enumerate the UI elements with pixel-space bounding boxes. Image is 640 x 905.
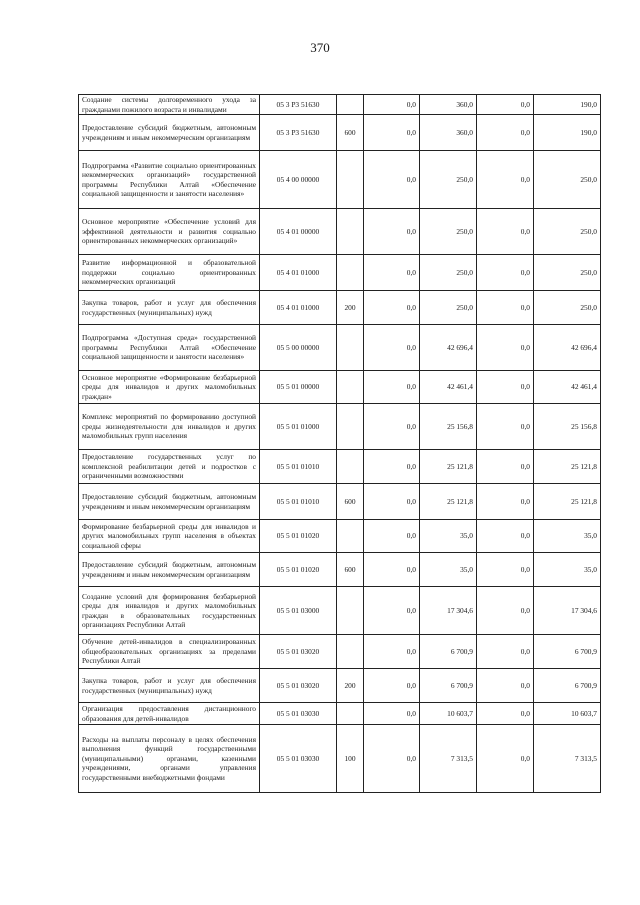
cell-value-1: 0,0 bbox=[364, 151, 420, 209]
cell-name: Закупка товаров, работ и услуг для обеспечения государственных (муниципальных) нужд bbox=[79, 669, 260, 703]
table-row bbox=[79, 553, 601, 587]
cell-value-2: 7 313,5 bbox=[420, 725, 477, 793]
cell-code: 05 4 00 00000 bbox=[260, 151, 337, 209]
cell-code: 05 5 01 00000 bbox=[260, 371, 337, 404]
table-row bbox=[79, 209, 601, 255]
cell-value-3: 0,0 bbox=[477, 553, 534, 587]
cell-value-1: 0,0 bbox=[364, 325, 420, 371]
cell-value-2: 42 696,4 bbox=[420, 325, 477, 371]
cell-value-4: 250,0 bbox=[534, 291, 601, 325]
cell-value-1: 0,0 bbox=[364, 484, 420, 520]
cell-value-4: 42 696,4 bbox=[534, 325, 601, 371]
budget-table bbox=[78, 94, 601, 793]
cell-name: Основное мероприятие «Формирование безбарьерной среды для инвалидов и других маломобильных граждан» bbox=[79, 371, 260, 404]
cell-value-1: 0,0 bbox=[364, 291, 420, 325]
cell-code: 05 5 01 01020 bbox=[260, 553, 337, 587]
cell-value-2: 35,0 bbox=[420, 520, 477, 553]
cell-value-3: 0,0 bbox=[477, 95, 534, 115]
cell-name: Обучение детей-инвалидов в специализированных общеобразовательных организациях за пределами Республики Алтай bbox=[79, 635, 260, 669]
cell-code: 05 4 01 01000 bbox=[260, 291, 337, 325]
cell-code: 05 4 01 00000 bbox=[260, 209, 337, 255]
cell-value-3: 0,0 bbox=[477, 587, 534, 635]
cell-name: Развитие информационной и образовательной поддержки социально ориентированных некоммерческих организаций bbox=[79, 255, 260, 291]
cell-code: 05 5 01 01010 bbox=[260, 484, 337, 520]
cell-expense-type bbox=[337, 404, 364, 450]
table-row bbox=[79, 404, 601, 450]
cell-value-1: 0,0 bbox=[364, 587, 420, 635]
cell-value-3: 0,0 bbox=[477, 255, 534, 291]
cell-value-4: 25 121,8 bbox=[534, 484, 601, 520]
cell-value-2: 360,0 bbox=[420, 115, 477, 151]
cell-value-4: 190,0 bbox=[534, 115, 601, 151]
cell-code: 05 5 01 03020 bbox=[260, 635, 337, 669]
table-row bbox=[79, 669, 601, 703]
table-row bbox=[79, 291, 601, 325]
cell-value-3: 0,0 bbox=[477, 725, 534, 793]
table-row bbox=[79, 587, 601, 635]
table-row bbox=[79, 325, 601, 371]
cell-name: Комплекс мероприятий по формированию доступной среды жизнедеятельности для инвалидов и других маломобильных групп населения bbox=[79, 404, 260, 450]
cell-expense-type: 200 bbox=[337, 669, 364, 703]
cell-name: Предоставление государственных услуг по комплексной реабилитации детей и подростков с ограниченными возможностями bbox=[79, 450, 260, 484]
cell-value-3: 0,0 bbox=[477, 151, 534, 209]
cell-value-4: 250,0 bbox=[534, 255, 601, 291]
cell-name: Расходы на выплаты персоналу в целях обеспечения выполнения функций государственными (муниципальными) органами, казенными учреждениями, органами управления государственными внебюджетными фондами bbox=[79, 725, 260, 793]
cell-expense-type: 600 bbox=[337, 553, 364, 587]
page-number: 370 bbox=[310, 40, 330, 55]
cell-code: 05 4 01 01000 bbox=[260, 255, 337, 291]
cell-code: 05 3 P3 51630 bbox=[260, 115, 337, 151]
cell-value-2: 250,0 bbox=[420, 151, 477, 209]
cell-value-4: 17 304,6 bbox=[534, 587, 601, 635]
cell-value-3: 0,0 bbox=[477, 371, 534, 404]
cell-expense-type: 600 bbox=[337, 484, 364, 520]
cell-name: Создание условий для формирования безбарьерной среды для инвалидов и других маломобильных граждан в образовательных государственных организациях Республики Алтай bbox=[79, 587, 260, 635]
cell-value-1: 0,0 bbox=[364, 553, 420, 587]
cell-value-1: 0,0 bbox=[364, 725, 420, 793]
table-row bbox=[79, 151, 601, 209]
cell-expense-type bbox=[337, 587, 364, 635]
cell-value-1: 0,0 bbox=[364, 703, 420, 725]
cell-value-2: 6 700,9 bbox=[420, 669, 477, 703]
cell-value-1: 0,0 bbox=[364, 520, 420, 553]
table-row bbox=[79, 450, 601, 484]
cell-value-3: 0,0 bbox=[477, 484, 534, 520]
cell-expense-type bbox=[337, 635, 364, 669]
cell-value-4: 25 121,8 bbox=[534, 450, 601, 484]
table-row bbox=[79, 484, 601, 520]
cell-value-1: 0,0 bbox=[364, 95, 420, 115]
cell-name: Закупка товаров, работ и услуг для обеспечения государственных (муниципальных) нужд bbox=[79, 291, 260, 325]
cell-value-1: 0,0 bbox=[364, 115, 420, 151]
cell-value-1: 0,0 bbox=[364, 404, 420, 450]
table-body bbox=[79, 95, 601, 793]
cell-name: Создание системы долговременного ухода за гражданами пожилого возраста и инвалидами bbox=[79, 95, 260, 115]
cell-value-3: 0,0 bbox=[477, 209, 534, 255]
cell-value-2: 25 121,8 bbox=[420, 484, 477, 520]
cell-expense-type bbox=[337, 703, 364, 725]
cell-value-2: 25 121,8 bbox=[420, 450, 477, 484]
cell-value-3: 0,0 bbox=[477, 450, 534, 484]
cell-value-3: 0,0 bbox=[477, 703, 534, 725]
cell-code: 05 5 00 00000 bbox=[260, 325, 337, 371]
cell-value-2: 250,0 bbox=[420, 291, 477, 325]
cell-code: 05 5 01 03000 bbox=[260, 587, 337, 635]
cell-value-3: 0,0 bbox=[477, 520, 534, 553]
cell-code: 05 5 01 01000 bbox=[260, 404, 337, 450]
cell-value-4: 42 461,4 bbox=[534, 371, 601, 404]
table-row bbox=[79, 115, 601, 151]
cell-value-2: 360,0 bbox=[420, 95, 477, 115]
cell-name: Предоставление субсидий бюджетным, автономным учреждениям и иным некоммерческим организациям bbox=[79, 484, 260, 520]
cell-code: 05 5 01 03020 bbox=[260, 669, 337, 703]
cell-code: 05 5 01 01010 bbox=[260, 450, 337, 484]
cell-name: Формирование безбарьерной среды для инвалидов и других маломобильных групп населения в объектах социальной сферы bbox=[79, 520, 260, 553]
cell-expense-type bbox=[337, 209, 364, 255]
table-row bbox=[79, 635, 601, 669]
cell-expense-type bbox=[337, 325, 364, 371]
cell-value-4: 250,0 bbox=[534, 209, 601, 255]
cell-name: Организация предоставления дистанционного образования для детей-инвалидов bbox=[79, 703, 260, 725]
cell-value-3: 0,0 bbox=[477, 115, 534, 151]
cell-value-4: 6 700,9 bbox=[534, 635, 601, 669]
cell-value-4: 25 156,8 bbox=[534, 404, 601, 450]
cell-value-2: 10 603,7 bbox=[420, 703, 477, 725]
cell-expense-type: 600 bbox=[337, 115, 364, 151]
table-row bbox=[79, 725, 601, 793]
cell-expense-type bbox=[337, 520, 364, 553]
cell-value-3: 0,0 bbox=[477, 404, 534, 450]
cell-expense-type bbox=[337, 371, 364, 404]
cell-value-1: 0,0 bbox=[364, 255, 420, 291]
cell-value-3: 0,0 bbox=[477, 635, 534, 669]
cell-name: Предоставление субсидий бюджетным, автономным учреждениям и иным некоммерческим организациям bbox=[79, 115, 260, 151]
cell-value-4: 6 700,9 bbox=[534, 669, 601, 703]
cell-value-3: 0,0 bbox=[477, 669, 534, 703]
cell-name: Подпрограмма «Развитие социально ориентированных некоммерческих организаций» государственной программы Республики Алтай «Обеспечение социальной защищенности и занятости населения» bbox=[79, 151, 260, 209]
table-row bbox=[79, 520, 601, 553]
cell-value-2: 25 156,8 bbox=[420, 404, 477, 450]
cell-value-1: 0,0 bbox=[364, 371, 420, 404]
cell-value-2: 250,0 bbox=[420, 209, 477, 255]
cell-code: 05 3 P3 51630 bbox=[260, 95, 337, 115]
cell-value-2: 35,0 bbox=[420, 553, 477, 587]
cell-value-1: 0,0 bbox=[364, 209, 420, 255]
cell-value-4: 10 603,7 bbox=[534, 703, 601, 725]
cell-expense-type bbox=[337, 95, 364, 115]
cell-value-1: 0,0 bbox=[364, 635, 420, 669]
table-row bbox=[79, 371, 601, 404]
table-row bbox=[79, 255, 601, 291]
cell-value-4: 35,0 bbox=[534, 520, 601, 553]
cell-expense-type bbox=[337, 450, 364, 484]
cell-expense-type bbox=[337, 151, 364, 209]
cell-value-1: 0,0 bbox=[364, 450, 420, 484]
cell-expense-type: 200 bbox=[337, 291, 364, 325]
cell-code: 05 5 01 01020 bbox=[260, 520, 337, 553]
cell-expense-type: 100 bbox=[337, 725, 364, 793]
cell-value-1: 0,0 bbox=[364, 669, 420, 703]
cell-code: 05 5 01 03030 bbox=[260, 725, 337, 793]
cell-value-3: 0,0 bbox=[477, 291, 534, 325]
cell-value-2: 17 304,6 bbox=[420, 587, 477, 635]
cell-code: 05 5 01 03030 bbox=[260, 703, 337, 725]
cell-expense-type bbox=[337, 255, 364, 291]
cell-value-2: 6 700,9 bbox=[420, 635, 477, 669]
cell-name: Предоставление субсидий бюджетным, автономным учреждениям и иным некоммерческим организациям bbox=[79, 553, 260, 587]
cell-name: Основное мероприятие «Обеспечение условий для эффективной деятельности и развития социально ориентированных некоммерческих организаций» bbox=[79, 209, 260, 255]
cell-value-4: 190,0 bbox=[534, 95, 601, 115]
cell-value-4: 35,0 bbox=[534, 553, 601, 587]
cell-value-2: 250,0 bbox=[420, 255, 477, 291]
cell-name: Подпрограмма «Доступная среда» государственной программы Республики Алтай «Обеспечение социальной защищенности и занятости населения» bbox=[79, 325, 260, 371]
cell-value-2: 42 461,4 bbox=[420, 371, 477, 404]
cell-value-4: 7 313,5 bbox=[534, 725, 601, 793]
table-row bbox=[79, 703, 601, 725]
table-row bbox=[79, 95, 601, 115]
cell-value-3: 0,0 bbox=[477, 325, 534, 371]
cell-value-4: 250,0 bbox=[534, 151, 601, 209]
